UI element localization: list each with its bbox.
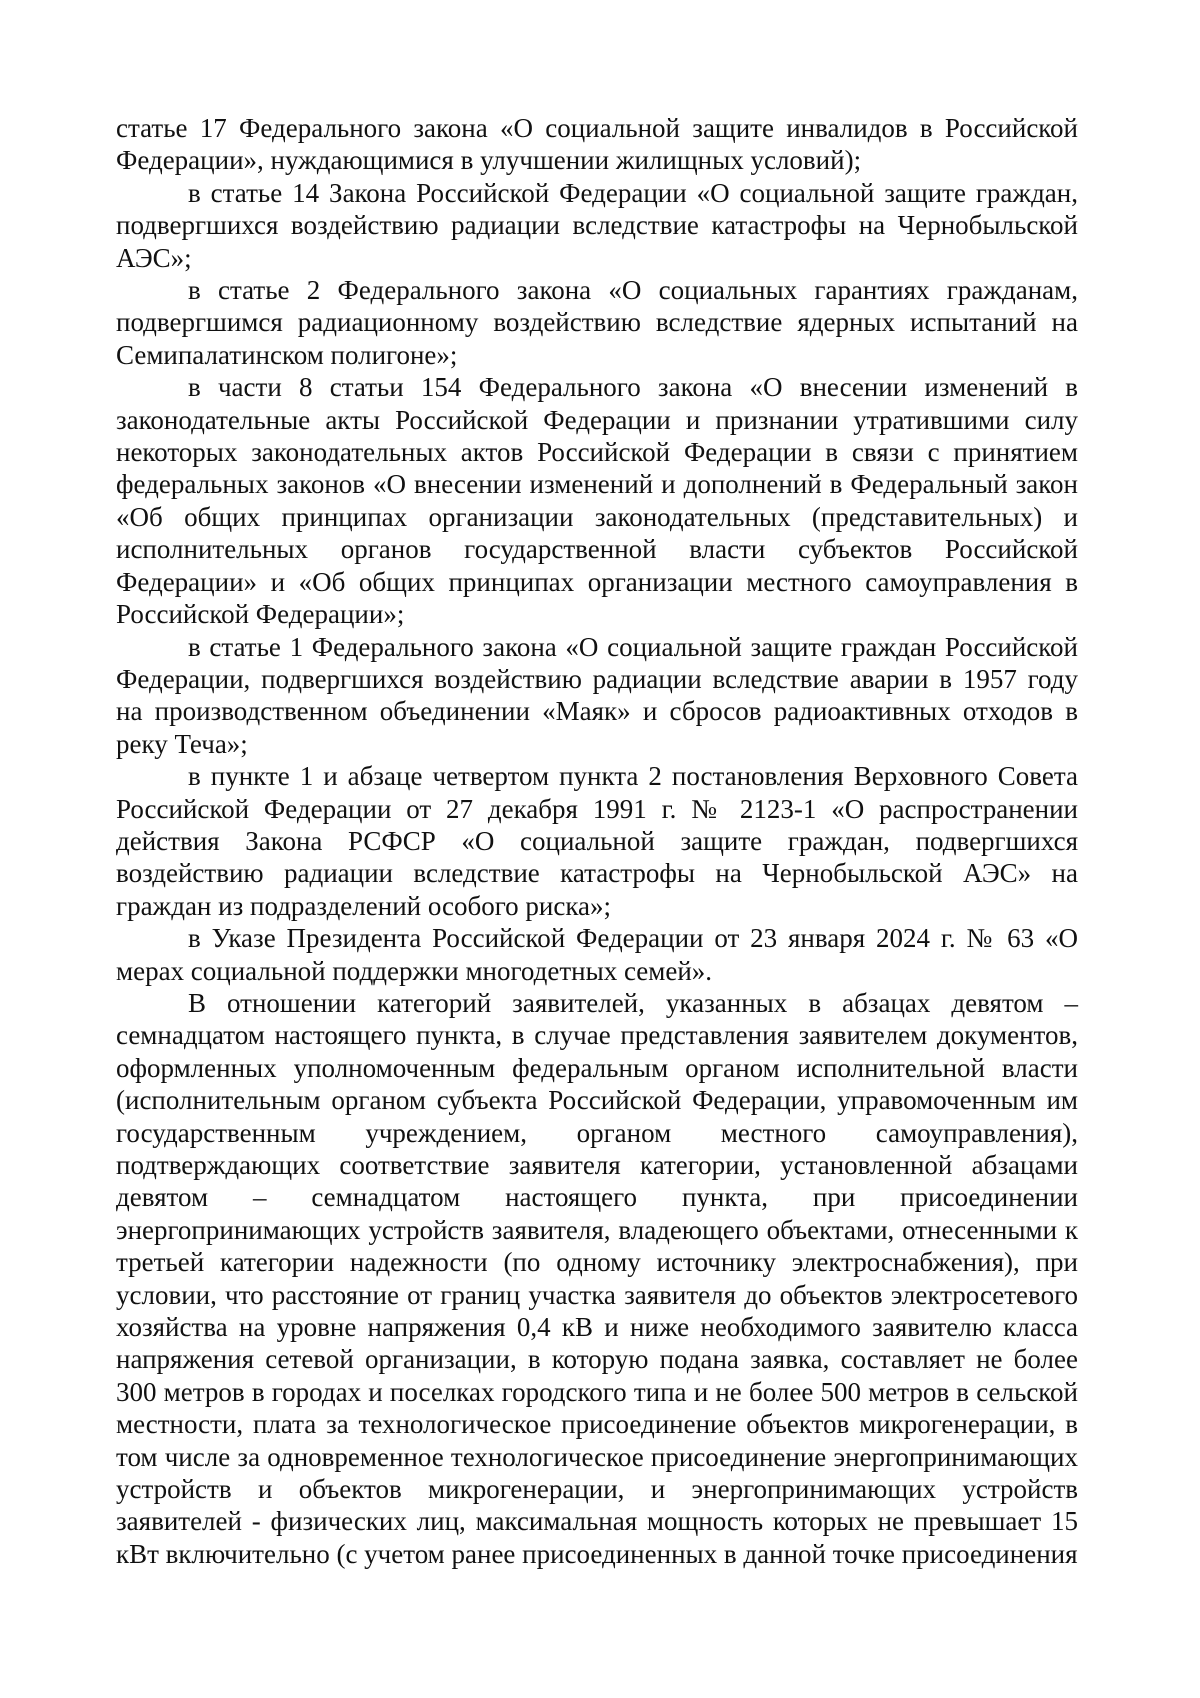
- paragraph-article-2-semipalatinsk: в статье 2 Федерального закона «О социальных гарантиях гражданам, подвергшимся радиационному воздействию вследствие ядерных испытаний на Семипалатинском полигоне»;: [116, 275, 1078, 370]
- paragraph-article-14-chernobyl: в статье 14 Закона Российской Федерации «О социальной защите граждан, подвергшихся воздействию радиации вследствие катастрофы на Чернобыльской АЭС»;: [116, 177, 1078, 273]
- paragraph-decree-63: в Указе Президента Российской Федерации от 23 января 2024 г. № 63 «О мерах социальной поддержки многодетных семей».: [116, 923, 1078, 986]
- paragraph-applicant-categories: В отношении категорий заявителей, указанных в абзацах девятом – семнадцатом настоящего пункта, в случае представления заявителем документов, оформленных уполномоченным федеральным органом исполнительной власти (исполнительным органом субъекта Российской Федерации, управомоченным им государственным учреждением, органом местного самоуправления), подтверждающих соответствие заявителя категории, установленной абзацами девятом – семнадцатом настоящего пункта, при присоединении энергопринимающих устройств заявителя, владеющего объектами, отнесенными к третьей категории надежности (по одному источнику электроснабжения), при условии, что расстояние от границ участка заявителя до объектов электросетевого хозяйства на уровне напряжения 0,4 кВ и ниже необходимого заявителю класса напряжения сетевой организации, в которую подана заявка, составляет не более 300 метров в городах и поселках городского типа и не более 500 метров в сельской местности, плата за технологическое присоединение объектов микрогенерации, в том числе за одновременное технологическое присоединение энергопринимающих устройств и объектов микрогенерации, и энергопринимающих устройств заявителей - физических лиц, максимальная мощность которых не превышает 15 кВт включительно (с учетом ранее присоединенных в данной точке присоединения: [116, 987, 1078, 1569]
- paragraph-resolution-2123-1: в пункте 1 и абзаце четвертом пункта 2 постановления Верховного Совета Российской Федерации от 27 декабря 1991 г. № 2123-1 «О распространении действия Закона РСФСР «О социальной защите граждан, подвергшихся воздействию радиации вследствие катастрофы на Чернобыльской АЭС» на граждан из подразделений особого риска»;: [116, 761, 1078, 921]
- paragraph-part-8-article-154: в части 8 статьи 154 Федерального закона «О внесении изменений в законодательные акты Российской Федерации и признании утратившими силу некоторых законодательных актов Российской Федерации в связи с принятием федеральных законов «О внесении изменений и дополнений в Федеральный закон «Об общих принципах организации законодательных (представительных) и исполнительных органов государственной власти субъектов Российской Федерации» и «Об общих принципах организации местного самоуправления в Российской Федерации»;: [116, 372, 1078, 630]
- document-page: [116, 112, 1078, 1570]
- paragraph-article-17: статье 17 Федерального закона «О социальной защите инвалидов в Российской Федерации», нуждающимися в улучшении жилищных условий);: [116, 113, 1078, 176]
- paragraph-article-1-mayak: в статье 1 Федерального закона «О социальной защите граждан Российской Федерации, подвергшихся воздействию радиации вследствие аварии в 1957 году на производственном объединении «Маяк» и сбросов радиоактивных отходов в реку Теча»;: [116, 631, 1078, 759]
